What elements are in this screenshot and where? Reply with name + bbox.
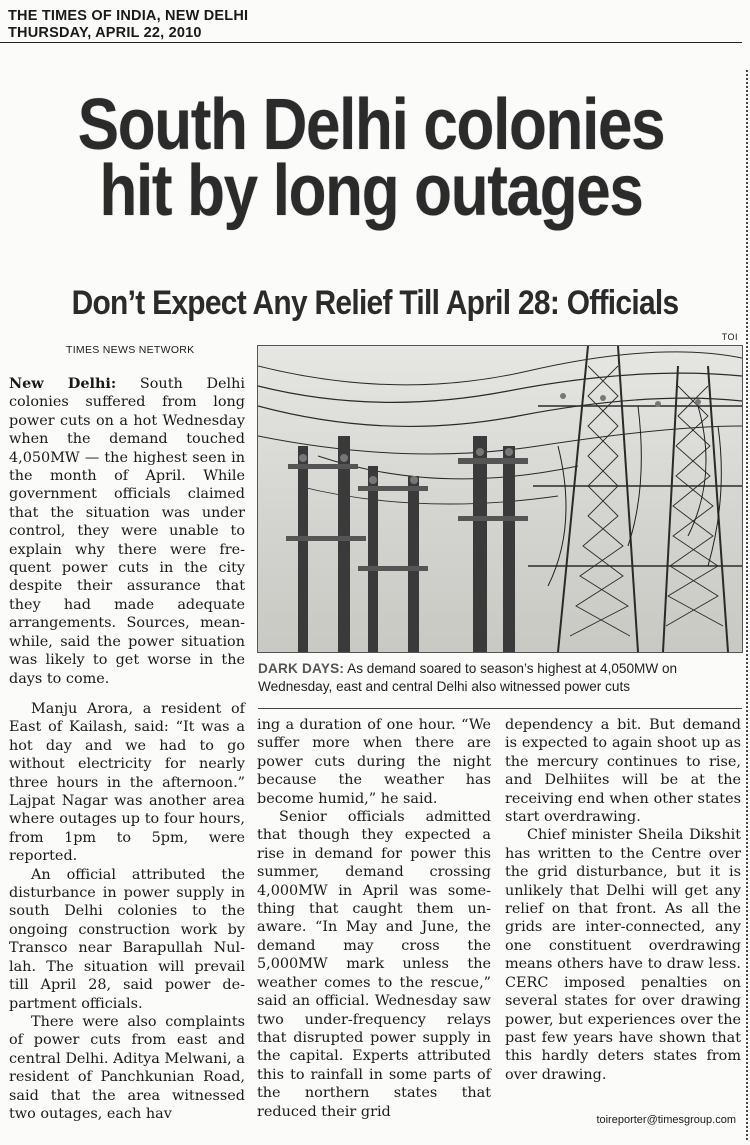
publication-name: THE TIMES OF INDIA, NEW DELHI: [8, 8, 249, 24]
paragraph-5: Senior officials admitted that though they expected a rise in demand for power this summer, demand crossing 4,000MW in April was something that caught them unaware. “In May and June, the demand may cross the 5,000MW mark unless the weather comes to the rescue,” said an official. Wednesday saw two under-frequency relays that disrupted power supply in the capital. Experts attributed this to rainfall in some parts of the northern states that reduced their grid: [257, 809, 491, 1120]
paragraph-5-continued: dependency a bit. But demand is expected to again shoot up as the mercury continues to rise, and Delhiites will be at the receiving end when other states start overdrawing.: [505, 717, 741, 826]
page-edge-divider: [746, 70, 748, 1140]
paragraph-1-text: South Delhi colonies suffered from long power cuts on a hot Wednesday when the demand touched 4,050MW — the highest seen in the month of April. While government officials claimed that the situation was under control, they were unable to explain why there were frequent power cuts in the city despite their assurance that they had made adequate arrangements. Sources, meanwhile, said the power situation was likely to get worse in the days to come.: [9, 376, 245, 687]
power-towers-illustration: [258, 346, 742, 652]
caption-text: As demand soared to season’s highest at 4,050MW on Wednesday, east and central Delhi also witnessed power cuts: [258, 661, 678, 694]
photo-credit: TOI: [721, 332, 738, 342]
paragraph-2: Manju Arora, a resident of East of Kailash, said: “It was a hot day and we had to go without electricity for nearly three hours in the afternoon.” Lajpat Nagar was another area where outages up to four hours, from 1pm to 5pm, were reported.: [9, 701, 245, 865]
column-3: [505, 716, 741, 1084]
masthead-rule: [0, 42, 742, 43]
column-2: [257, 716, 491, 1121]
reporter-email: toireporter@timesgroup.com: [596, 1114, 736, 1126]
subheadline: Don’t Expect Any Relief Till April 28: Officials: [71, 284, 679, 322]
photo-caption: [258, 660, 742, 696]
publication-date: THURSDAY, APRIL 22, 2010: [8, 25, 202, 41]
paragraph-4: There were also complaints of power cuts from east and central Delhi. Aditya Melwani, a resident of Panchkunian Road, said that the area witnessed two outages, each hav: [9, 1013, 245, 1122]
headline-line-1: South Delhi colonies: [77, 85, 665, 165]
headline: [57, 85, 685, 231]
paragraph-6: Chief minister Sheila Dikshit has written to the Centre over the grid disturbance, but it is unlikely that Delhi will get any relief on that front. As all the grids are inter-connected, any one constituent overdrawing means others have to draw less. CERC imposed penalties on several states for over drawing power, but experiences over the past few years have shown that this hardly deters states from over drawing.: [505, 827, 741, 1083]
news-photo: [257, 345, 743, 653]
paragraph-3: An official attributed the disturbance in power supply in south Delhi colonies to the ongoing construction work by Transco near Barapullah Nullah. The situation will prevail till April 28, said power department officials.: [9, 866, 245, 1012]
headline-line-2: hit by long outages: [99, 151, 643, 231]
column-1-bottom: [9, 700, 245, 1123]
dateline: New Delhi:: [9, 375, 117, 392]
column-1-top: [9, 375, 245, 688]
paragraph-1: [9, 375, 245, 688]
masthead: [8, 8, 742, 42]
caption-tag: DARK DAYS:: [258, 661, 345, 676]
byline: TIMES NEWS NETWORK: [66, 344, 195, 356]
caption-rule: [258, 708, 742, 709]
paragraph-4-continued: ing a duration of one hour. “We suffer more when there are power cuts during the night because the weather has become humid,” he said.: [257, 717, 491, 807]
